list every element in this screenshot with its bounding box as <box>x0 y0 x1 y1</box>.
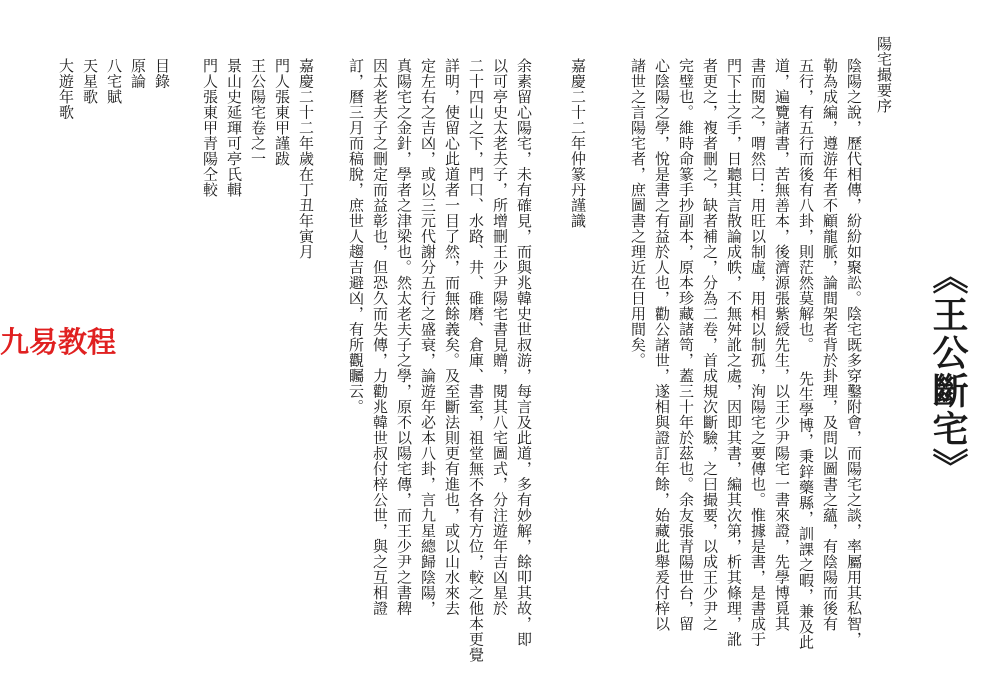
preface2-line-1: 余素留心陽宅，未有確見，而與兆韓史世叔游，每言及此道，多有妙解，餘叩其故，即 <box>515 58 533 647</box>
book-title: 《王公斷宅》 <box>927 258 969 486</box>
preface2-line-6: 真陽宅之金針，學者之津梁也。然太老夫子之學，原不以陽宅傳，而王少尹之書稗 <box>395 58 413 616</box>
preface2-signature-1: 門人張東甲謹跋 <box>273 58 291 167</box>
preface2-line-8: 訂，曆三月而稿脫，庶世人趨吉避凶，有所觀矚云。 <box>347 58 365 415</box>
contents-item-1: 原論 <box>129 58 147 89</box>
preface2-line-7: 因太老夫子之刪定而益彰也，但恐久而失傳，力勸兆韓世叔付梓公世，與之互相證 <box>371 58 389 616</box>
contents-item-2: 八宅賦 <box>105 58 123 105</box>
preface2-line-4: 詳明，使留心此道者一目了然，而無餘義矣。及至斷法則更有進也，或以山水來去 <box>443 58 461 616</box>
contents-title: 目錄 <box>153 58 171 89</box>
preface-line-7: 者更之，複者刪之，缺者補之，分為二卷，首成規次斷驗，之曰撮要，以成王少尹之 <box>701 58 719 632</box>
preface2-line-3: 二十四山之下，門口、水路、井、碓磨、倉庫、書室，祖堂無不各有方位，較之他本更覺 <box>467 58 485 663</box>
preface-line-9: 心陰陽之學，悅是書之有益於人也，勸公諸世，遂相與證訂年餘，始藏此舉爰付梓以 <box>653 58 671 632</box>
preface-line-1: 陰陽之說，歷代相傳，紛紛如聚訟。陰宅既多穿鑿附會，而陽宅之談，率屬用其私智， <box>845 58 863 647</box>
preface-line-2: 勒為成編，遵游年者不顧龍脈，論間架者背於卦理，及問以圖書之蘊，有陰陽而後有 <box>821 58 839 632</box>
preface-line-5: 書而閱之，喟然曰：用旺以制虛，用相以制孤，洵陽宅之要傳也。惟據是書，是書成于 <box>749 58 767 647</box>
preface-line-3: 五行，有五行而後有八卦，則茫然莫解也。 先生學博，秉鋅藥縣，訓課之暇，兼及此 <box>797 58 815 650</box>
preface-title: 陽宅撮要序 <box>875 36 893 114</box>
contents-item-3: 天星歌 <box>81 58 99 105</box>
preface-line-6: 門下士之手，日聽其言散論成帙，不無舛訛之處，因即其書，編其次第，析其條理，訛 <box>725 58 743 647</box>
preface2-date: 嘉慶二十二年歲在丁丑年寅月 <box>297 58 315 260</box>
proofreader-credit: 門人張東甲青陽仝較 <box>201 58 219 198</box>
preface2-line-5: 定左右之吉凶，或以三元代謝分五行之盛衰，論遊年必本八卦，言九星總歸陰陽， <box>419 58 437 616</box>
preface-date: 嘉慶二十二年仲篆丹謹識 <box>569 58 587 229</box>
preface-line-8: 完璧也。維時命篆手抄副本，原本珍藏諸笥，蓋三十年於茲也。余友張青陽世台，留 <box>677 58 695 632</box>
watermark-text: 九易教程 <box>0 325 117 359</box>
editor-credit: 景山史延琿可亭氏輯 <box>225 58 243 198</box>
preface-line-4: 道，遍覽諸書，苦無善本，後濟源張紫綬先生，以王少尹陽宅一書來證，先學博覓其 <box>773 58 791 632</box>
preface2-line-2: 以可亭史太老夫子，所增刪王少尹陽宅書見贈，閱其八宅圖式，分注遊年吉凶星於 <box>491 58 509 616</box>
contents-item-4: 大遊年歌 <box>57 58 75 120</box>
preface-line-10: 諸世之言陽宅者，庶圖書之理近在日用間矣。 <box>629 58 647 368</box>
volume-title: 王公陽宅卷之一 <box>249 58 267 167</box>
